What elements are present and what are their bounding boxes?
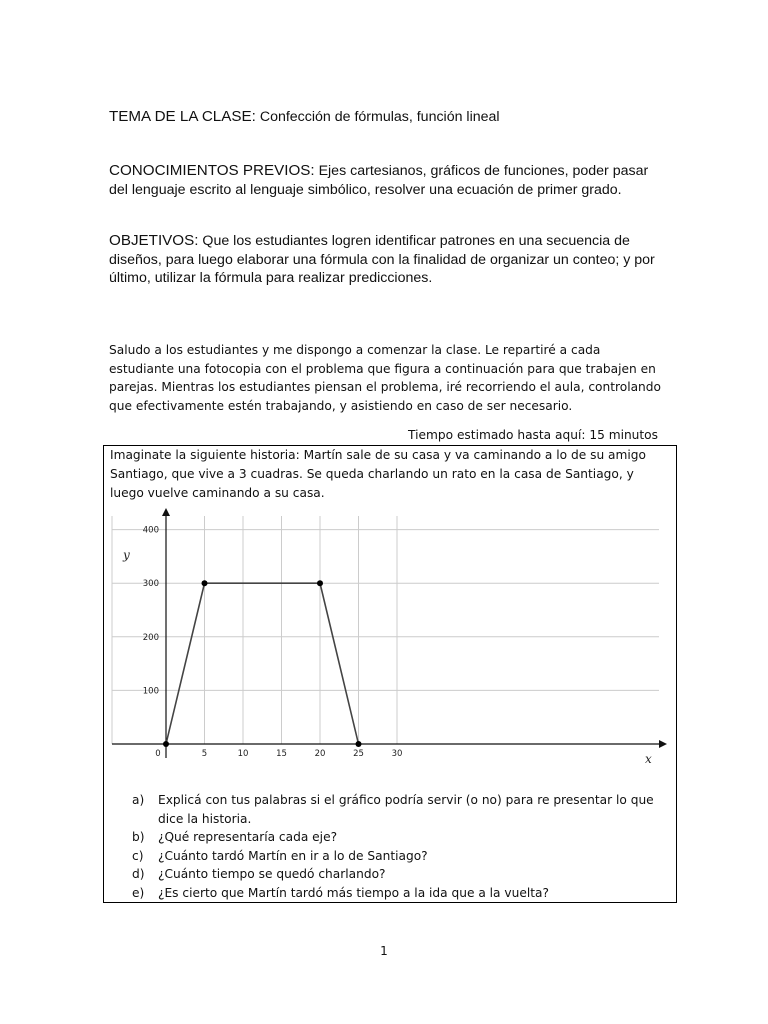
x-axis-label: x xyxy=(645,752,652,766)
x-tick-label: 20 xyxy=(314,749,326,759)
data-point xyxy=(317,580,323,586)
data-point xyxy=(202,580,208,586)
y-tick-label: 200 xyxy=(142,632,159,643)
x-tick-label: 0 xyxy=(155,749,161,759)
conocimientos-text: Ejes cartesianos, gráficos de funciones, poder pasar del lenguaje escrito al lenguaje simbólico, resolver una ecuación de primer grado. xyxy=(109,163,649,198)
question-item xyxy=(132,847,662,866)
question-marker: b) xyxy=(132,830,145,844)
tema-label: TEMA DE LA CLASE: xyxy=(109,108,256,125)
x-tick-label: 30 xyxy=(391,749,403,759)
objetivos-section xyxy=(109,232,669,288)
question-text: ¿Es cierto que Martín tardó más tiempo a la ida que a la vuelta? xyxy=(158,885,549,900)
question-text: ¿Cuánto tiempo se quedó charlando? xyxy=(158,867,386,881)
intro-paragraph: Saludo a los estudiantes y me dispongo a comenzar la clase. Le repartiré a cada estudiante una fotocopia con el problema que figura a continuación para que trabajen en parejas. Mientras los estudiantes piensan el problema, iré recorriendo el aula, controlando que efectivamente estén trabajando, y asistiendo en caso de ser necesario. xyxy=(109,343,661,413)
question-item xyxy=(132,884,662,903)
chart-axis-labels xyxy=(122,548,652,766)
question-list xyxy=(132,791,662,902)
question-marker: a) xyxy=(132,793,145,807)
y-tick-label: 400 xyxy=(142,525,159,536)
problem-story: Imaginate la siguiente historia: Martín sale de su casa y va caminando a lo de su amigo Santiago, que vive a 3 cuadras. Se queda charlando un rato en la casa de Santiago, y luego vuelve caminando a su casa. xyxy=(110,448,646,500)
question-text: ¿Qué representaría cada eje? xyxy=(158,830,338,844)
y-tick-label: 300 xyxy=(142,579,159,590)
x-tick-label: 25 xyxy=(353,749,364,759)
chart-tick-labels xyxy=(143,526,403,759)
tema-text: Confección de fórmulas, función lineal xyxy=(255,109,500,125)
question-item xyxy=(132,791,662,828)
x-tick-label: 10 xyxy=(237,749,249,759)
objetivos-text: Que los estudiantes logren identificar patrones en una secuencia de diseños, para luego elaborar una fórmula con la finalidad de organizar un conteo; y por último, utilizar la fórmula para realizar predicciones. xyxy=(109,233,655,286)
question-marker: e) xyxy=(132,885,145,900)
tema-section xyxy=(109,108,669,127)
question-item xyxy=(132,828,662,847)
time-estimate: Tiempo estimado hasta aquí: 15 minutos xyxy=(408,428,658,442)
question-marker: c) xyxy=(132,848,144,863)
question-marker: d) xyxy=(132,867,145,881)
y-tick-label: 100 xyxy=(142,686,159,697)
series-line xyxy=(166,583,359,744)
data-point xyxy=(163,741,169,747)
chart-axes xyxy=(112,508,667,758)
conocimientos-section xyxy=(109,162,669,199)
objetivos-label: OBJETIVOS: xyxy=(109,232,199,249)
conocimientos-label: CONOCIMIENTOS PREVIOS: xyxy=(109,162,315,179)
x-tick-label: 15 xyxy=(276,749,287,759)
y-axis-label: y xyxy=(123,548,130,563)
question-text: ¿Cuánto tardó Martín en ir a lo de Santiago? xyxy=(158,848,428,863)
y-axis-arrow xyxy=(162,508,170,516)
problem-box xyxy=(103,445,677,903)
page-number: 1 xyxy=(380,944,388,958)
question-item xyxy=(132,865,662,884)
x-tick-label: 5 xyxy=(201,749,208,759)
distance-time-chart xyxy=(104,446,676,791)
x-axis-arrow xyxy=(659,740,667,748)
chart-series xyxy=(163,580,362,747)
data-point xyxy=(356,741,362,747)
question-text: Explicá con tus palabras si el gráfico podría servir (o no) para re presentar lo que dice la historia. xyxy=(158,793,654,826)
